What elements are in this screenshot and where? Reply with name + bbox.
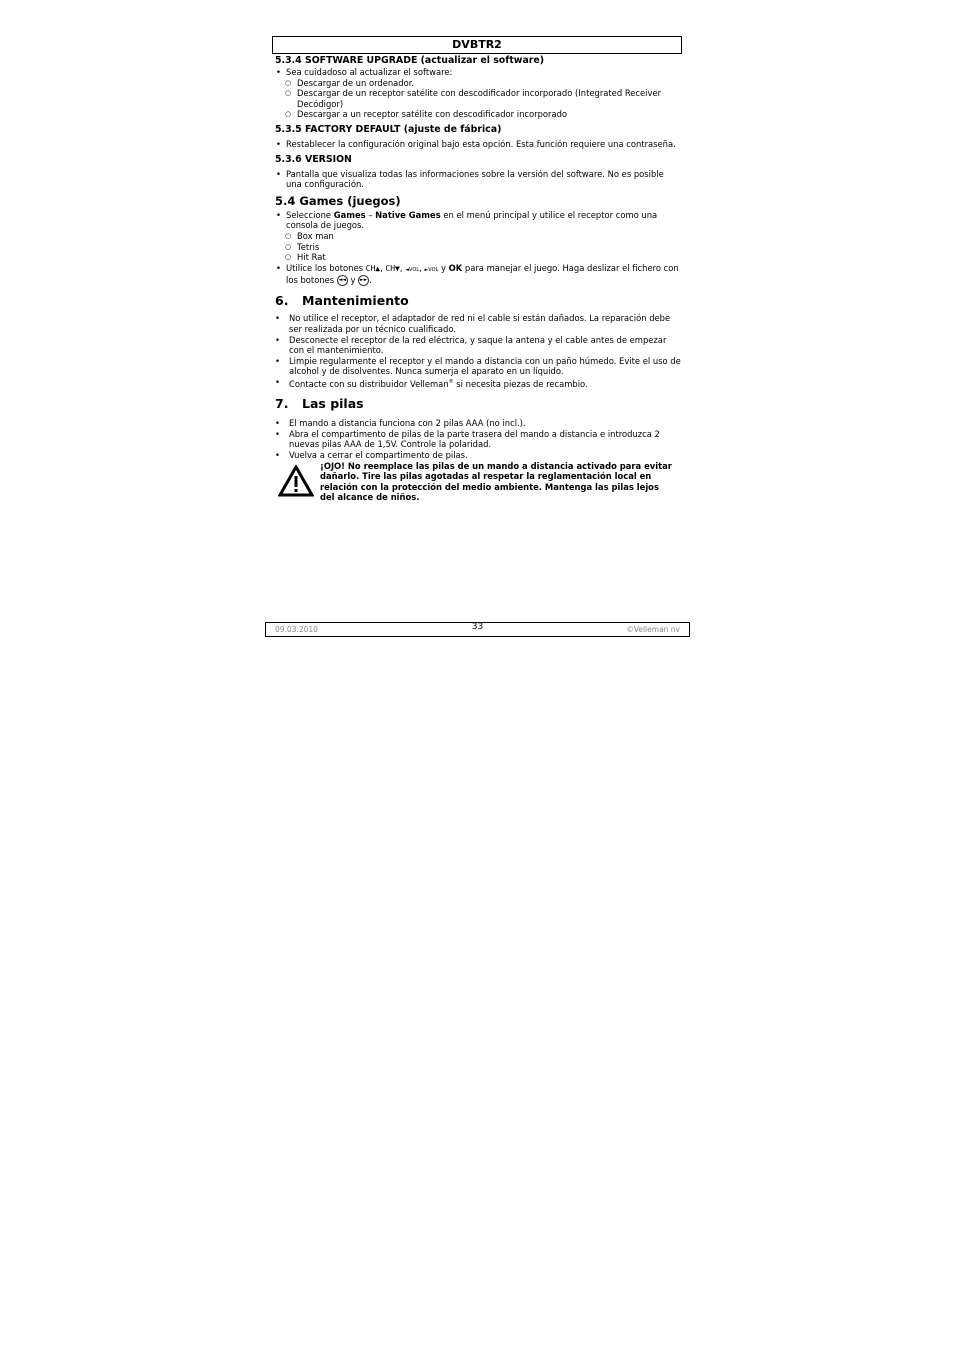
page-number: 33 — [471, 622, 484, 632]
factory-default-list — [272, 139, 682, 150]
document-header: DVBTR2 — [272, 36, 682, 54]
list-item — [272, 210, 682, 231]
list-item: • Utilice los botones CH▲, CH▼, ◄VOL, ►VOL y OK para manejar el juego. Haga deslizar el fichero con los botones ◄◄ y ►► . — [272, 263, 682, 287]
manual-page — [272, 36, 682, 501]
page-footer — [265, 622, 690, 637]
forward-button-icon: ►► — [358, 275, 369, 286]
vol-label: VOL — [428, 266, 439, 273]
text: en el menú principal y utilice el receptor como una consola de juegos. — [286, 209, 658, 231]
text-games: Games — [333, 209, 366, 220]
list-item — [272, 377, 682, 389]
list-item: ○ Descargar a un receptor satélite con descodificador incorporado — [272, 109, 682, 120]
text: si necesita piezas de recambio. — [453, 378, 588, 389]
warning-block — [272, 461, 682, 501]
section-title: Mantenimiento — [302, 293, 409, 309]
heading-factory-default: 5.3.5 FACTORY DEFAULT (ajuste de fábrica) — [275, 123, 502, 135]
text: Contacte con su distribuidor Velleman — [289, 378, 449, 389]
section-number: 6. — [275, 293, 289, 309]
list-item: • Vuelva a cerrar el compartimento de pilas. — [272, 450, 682, 461]
section-title: Las pilas — [302, 396, 364, 412]
heading-games: 5.4 Games (juegos) — [275, 193, 401, 208]
list-item: • Sea cuidadoso al actualizar el software: — [272, 67, 682, 78]
list-item: • Limpie regularmente el receptor y el mando a distancia con un paño húmedo. Evite el uso de alcohol y de disolventes. Nunca sumerja el aparato en un líquido. — [272, 356, 682, 377]
ch-up-button-icon: CH▲ — [365, 263, 381, 273]
text: y — [347, 275, 359, 286]
heading-software-upgrade: 5.3.4 SOFTWARE UPGRADE (actualizar el software) — [275, 55, 545, 66]
registered-mark: ® — [448, 378, 454, 385]
ch-down-button-icon: CH▼ — [385, 263, 400, 273]
games-list — [272, 210, 682, 287]
heading-batteries — [275, 396, 682, 412]
text: . — [369, 275, 372, 286]
heading-maintenance — [275, 293, 682, 309]
text-native-games: Native Games — [375, 209, 441, 220]
list-item: • Desconecte el receptor de la red eléctrica, y saque la antena y el cable antes de empezar con el mantenimiento. — [272, 335, 682, 356]
game-item: ○ Box man — [272, 231, 682, 242]
vol-left-button-icon: ◄VOL — [405, 266, 420, 273]
list-item: • Restablecer la configuración original bajo esta opción. Esta función requiere una contraseña. — [272, 139, 682, 150]
heading-version: 5.3.6 VERSION — [275, 153, 352, 165]
version-list — [272, 169, 682, 190]
list-item: • No utilice el receptor, el adaptador de red ni el cable si están dañados. La reparación debe ser realizada por un técnico cualificado. — [272, 313, 682, 334]
text: Utilice los botones — [286, 262, 366, 273]
warning-text: ¡OJO! No reemplace las pilas de un mando a distancia activado para evitar dañarlo. Tire las pilas agotadas al respetar la reglamentación local en relación con la protección del medio ambiente. Mantenga las pilas lejos del alcance de niños. — [320, 460, 672, 503]
maintenance-list — [272, 313, 682, 389]
vol-right-button-icon: ►VOL — [424, 266, 439, 273]
footer-copyright: ©Velleman nv — [626, 625, 680, 634]
text: para manejar el juego. Haga deslizar el fichero con los botones — [286, 262, 679, 286]
list-item: • El mando a distancia funciona con 2 pilas AAA (no incl.). — [272, 418, 682, 429]
list-item: • Abra el compartimento de pilas de la parte trasera del mando a distancia e introduzca 2 nuevas pilas AAA de 1,5V. Controle la polaridad. — [272, 429, 682, 450]
list-item: ○ Descargar de un receptor satélite con descodificador incorporado (Integrated Receiver Decódigor) — [272, 88, 682, 109]
batteries-list — [272, 418, 682, 460]
text: Seleccione — [286, 209, 334, 220]
software-upgrade-list — [272, 67, 682, 120]
list-item: • Pantalla que visualiza todas las informaciones sobre la versión del software. No es posible una configuración. — [272, 169, 682, 190]
game-item: ○ Tetris — [272, 242, 682, 253]
rewind-button-icon: ◄◄ — [337, 275, 348, 286]
text-ok: OK — [448, 262, 463, 273]
game-item: ○ Hit Rat — [272, 252, 682, 263]
text: y — [438, 262, 449, 273]
section-number: 7. — [275, 396, 289, 412]
vol-label: VOL — [409, 266, 420, 273]
text: – — [365, 209, 376, 220]
list-item: ○ Descargar de un ordenador. — [272, 78, 682, 89]
warning-icon — [278, 465, 314, 497]
footer-date: 09.03.2010 — [275, 625, 318, 634]
